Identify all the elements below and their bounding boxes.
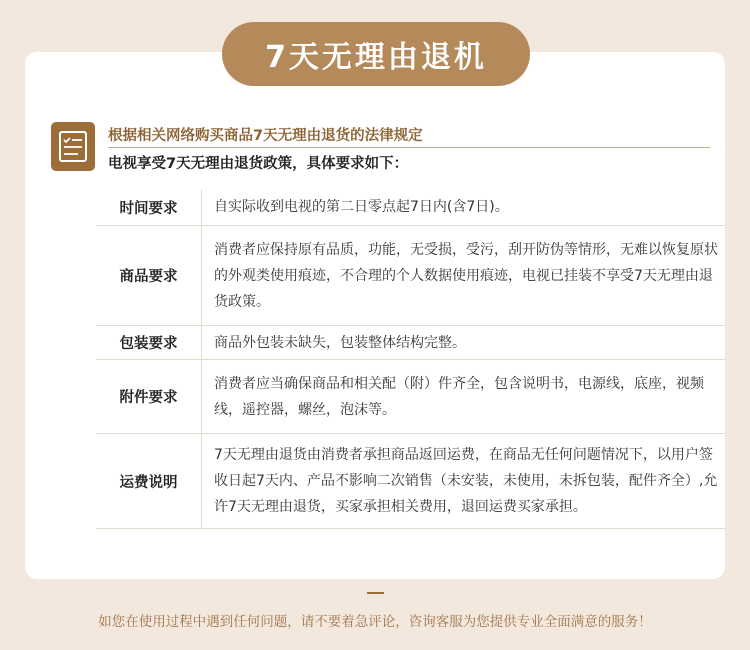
row-label: 时间要求 (96, 189, 202, 225)
table-row (96, 226, 725, 326)
footer-note: 如您在使用过程中遇到任何问题，请不要着急评论，咨询客服为您提供专业全面满意的服务！ (98, 614, 652, 630)
divider (108, 147, 710, 148)
row-value: 自实际收到电视的第二日零点起7日内(含7日)。 (214, 199, 509, 215)
table-row (96, 434, 725, 529)
law-title: 根据相关网络购买商品7天无理由退货的法律规定 (108, 128, 423, 144)
table-row (96, 360, 725, 434)
row-value: 商品外包装未缺失，包装整体结构完整。 (214, 334, 466, 351)
row-value: 消费者应当确保商品和相关配（附）件齐全，包含说明书，电源线，底座，视频线，遥控器，螺丝，泡沫等。 (214, 375, 704, 418)
requirements-table (96, 189, 725, 529)
row-label: 商品要求 (96, 226, 202, 325)
table-row (96, 189, 725, 226)
table-row (96, 326, 725, 360)
row-label: 运费说明 (96, 434, 202, 528)
row-value: 消费者应保持原有品质，功能，无受损，受污，刮开防伪等情形，无难以恢复原状的外观类使用痕迹，不合理的个人数据使用痕迹，电视已挂装不享受7天无理由退货政策。 (214, 241, 718, 310)
row-label: 附件要求 (96, 360, 202, 433)
row-label: 包装要求 (96, 326, 202, 359)
row-value: 7天无理由退货由消费者承担商品返回运费，在商品无任何问题情况下，以用户签收日起7天内、产品不影响二次销售（未安装，未使用，未拆包装，配件齐全）,允许7天无理由退货，买家承担相关费用，退回运费买家承担。 (214, 447, 718, 515)
page-title: 7天无理由退机 (222, 22, 530, 86)
checklist-icon (51, 122, 95, 171)
law-subtitle: 电视享受7天无理由退货政策，具体要求如下： (108, 156, 409, 172)
footer-divider (367, 592, 384, 594)
